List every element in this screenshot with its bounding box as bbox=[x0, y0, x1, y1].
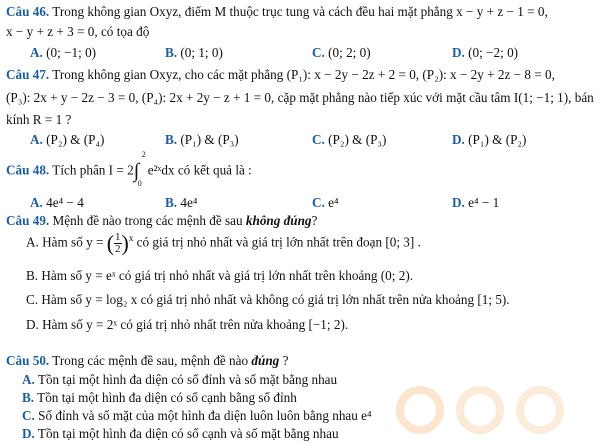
q48-number: Câu 48. bbox=[6, 162, 50, 178]
watermark-logo bbox=[380, 380, 580, 440]
q46-text: Trong không gian Oxyz, điểm M thuộc trục tung và cách đều hai mặt phẳng x − y + z − 1 = 0, bbox=[49, 4, 548, 19]
q48-text: Tích phân I = 2 bbox=[49, 162, 134, 178]
q48-line1 bbox=[6, 150, 252, 188]
q47-text-cont: (P₃): 2x + y − 2z − 3 = 0, (P₄): 2x + 2y − z + 1 = 0, cặp mặt phẳng nào tiếp xúc với mặt cầu tâm I(1; −1; 1), bán bbox=[6, 90, 594, 105]
q47-text: Trong không gian Oxyz, cho các mặt phẳng (P₁): x − 2y − 2z + 2 = 0, (P₂): x − 2y + 2z − 8 = 0, bbox=[49, 67, 555, 82]
q48-integrand: e²ˣdx bbox=[147, 162, 175, 178]
q47-text-end: kính R = 1 ? bbox=[6, 112, 72, 127]
q49-text: Mệnh đề nào trong các mệnh đề sau bbox=[49, 213, 246, 228]
q50-option-a[interactable]: A. Tồn tại một hình đa diện có số đỉnh và số mặt bằng nhau bbox=[22, 372, 338, 387]
q49-line1: Câu 49. Mệnh đề nào trong các mệnh đề sau không đúng? bbox=[6, 213, 318, 228]
q49-emphasis: không đúng bbox=[245, 213, 312, 228]
q50-option-c[interactable]: C. Số đỉnh và số mặt của một hình đa diện luôn luôn bằng nhau e⁴ bbox=[22, 408, 372, 423]
q48-option-c[interactable]: C. e⁴ bbox=[312, 195, 339, 210]
q46-text-cont: x − y + z + 3 = 0, có tọa độ bbox=[6, 24, 150, 39]
integral-symbol: ∫ 2 0 bbox=[133, 150, 146, 188]
q47-option-c[interactable]: C. (P₂) & (P₃) bbox=[312, 132, 387, 147]
q50-line1: Câu 50. Trong các mệnh đề sau, mệnh đề nào đúng ? bbox=[6, 353, 289, 368]
q48-option-b[interactable]: B. 4e⁴ bbox=[165, 195, 198, 210]
q46-line1 bbox=[6, 4, 548, 20]
q47-line1 bbox=[6, 67, 555, 83]
q49-option-b[interactable]: B. Hàm số y = eˣ có giá trị nhỏ nhất và giá trị lớn nhất trên khoảng (0; 2). bbox=[26, 268, 414, 283]
q47-number: Câu 47. bbox=[6, 67, 50, 82]
q50-option-d[interactable]: D. Tồn tại một hình đa diện có số cạnh và số mặt bằng nhau bbox=[22, 426, 339, 441]
q46-number: Câu 46. bbox=[6, 4, 50, 19]
q49-number: Câu 49. bbox=[6, 213, 50, 228]
q47-option-a[interactable]: A. (P₂) & (P₄) bbox=[30, 132, 105, 147]
q46-option-d[interactable]: D. (0; −2; 0) bbox=[452, 45, 519, 60]
q48-option-a[interactable]: A. 4e⁴ − 4 bbox=[30, 195, 84, 210]
q50-option-b[interactable]: B. Tồn tại một hình đa diện có số cạnh bằng số đỉnh bbox=[22, 390, 297, 405]
q47-line3 bbox=[6, 112, 71, 128]
q49-option-c[interactable]: C. Hàm số y = log₂ x có giá trị nhỏ nhất và không có giá trị lớn nhất trên nửa khoảng [1; 5). bbox=[26, 292, 510, 307]
q47-option-d[interactable]: D. (P₁) & (P₂) bbox=[452, 132, 527, 147]
q46-option-b[interactable]: B. (0; 1; 0) bbox=[165, 45, 223, 60]
q48-text-end: có kết quả là : bbox=[174, 162, 252, 178]
q47-line2 bbox=[6, 90, 594, 106]
q47-option-b[interactable]: B. (P₁) & (P₃) bbox=[165, 132, 239, 147]
q46-option-a[interactable]: A. (0; −1; 0) bbox=[30, 45, 97, 60]
q48-option-d[interactable]: D. e⁴ − 1 bbox=[452, 195, 500, 210]
q49-option-d[interactable]: D. Hàm số y = 2ˣ có giá trị nhỏ nhất trên nửa khoảng [−1; 2). bbox=[26, 317, 349, 332]
fraction: $\frac{1}{2}$ bbox=[115, 231, 121, 255]
q46-line2 bbox=[6, 24, 149, 40]
q50-emphasis: đúng bbox=[251, 353, 280, 368]
q50-number: Câu 50. bbox=[6, 353, 50, 368]
q50-text: Trong các mệnh đề sau, mệnh đề nào bbox=[49, 353, 252, 368]
q46-option-c[interactable]: C. (0; 2; 0) bbox=[312, 45, 371, 60]
q49-option-a[interactable]: A. Hàm số y = ( $\frac{1}{2}$ )$^x$ có giá trị nhỏ nhất và giá trị lớn nhất trên đoạn [0; 3] . bbox=[26, 230, 421, 256]
